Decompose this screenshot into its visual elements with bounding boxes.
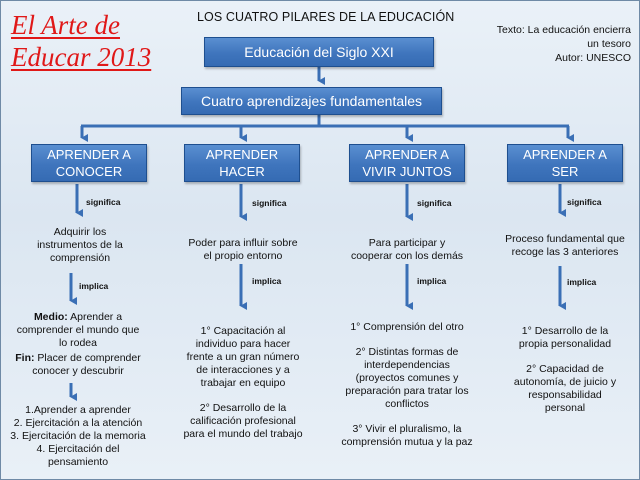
label-implica-3: implica xyxy=(417,276,447,286)
col4-implies-line: propia personalidad xyxy=(518,338,612,350)
col3-meaning xyxy=(337,237,477,263)
col1-list-item: pensamiento xyxy=(47,456,109,468)
top-box-educacion-siglo-xxi: Educación del Siglo XXI xyxy=(204,37,434,67)
pillar-3-line-2: VIVIR JUNTOS xyxy=(362,164,452,179)
col1-list-item: 4. Ejercitación del xyxy=(36,443,120,455)
pillar-1-line-1: APRENDER A xyxy=(47,147,131,162)
col3-implies-line: preparación para tratar los xyxy=(345,385,469,397)
col2-implies-spacer xyxy=(173,390,313,402)
col1-fin-label: Fin: xyxy=(15,352,35,364)
col1-list-item: 3. Ejercitación de la memoria xyxy=(10,430,146,442)
pillar-4-line-1: APRENDER A xyxy=(523,147,607,162)
col1-meaning xyxy=(9,226,151,265)
col3-implies-line: conflictos xyxy=(385,398,429,410)
col1-fin-text: Placer de comprender xyxy=(37,352,141,364)
mid-box-cuatro-aprendizajes: Cuatro aprendizajes fundamentales xyxy=(181,87,442,115)
col2-implies-line: para el mundo del trabajo xyxy=(183,428,303,440)
col3-implies-line: 1° Comprensión del otro xyxy=(350,321,464,333)
source-line-1: Texto: La educación encierra xyxy=(496,24,631,36)
col1-medio xyxy=(3,311,153,350)
col1-medio-label: Medio: xyxy=(33,311,68,323)
col3-implies-spacer xyxy=(335,411,479,423)
col2-implies-line: individuo para hacer xyxy=(195,338,291,350)
col2-implies-line: 1° Capacitación al xyxy=(200,325,286,337)
label-significa-4: significa xyxy=(567,197,602,207)
col1-list-item: 2. Ejercitación a la atención xyxy=(13,417,143,429)
col4-meaning-line: Proceso fundamental que xyxy=(505,233,625,245)
col4-implies-line: 1° Desarrollo de la xyxy=(521,325,609,337)
col4-implies-line: personal xyxy=(544,402,586,414)
col4-implies xyxy=(495,325,635,415)
col2-implies-line: trabajar en equipo xyxy=(200,377,286,389)
label-significa-3: significa xyxy=(417,198,452,208)
col1-medio-text: Aprender a xyxy=(70,311,123,323)
col4-meaning xyxy=(495,233,635,259)
col2-meaning xyxy=(173,237,313,263)
col2-implies-line: de interacciones y a xyxy=(196,364,290,376)
label-implica-4: implica xyxy=(567,277,597,287)
col2-implies-line: 2° Desarrollo de la xyxy=(199,402,287,414)
col2-meaning-line: el propio entorno xyxy=(203,250,283,262)
col3-implies-line: 2° Distintas formas de xyxy=(355,346,459,358)
diagram-title: LOS CUATRO PILARES DE LA EDUCACIÓN xyxy=(197,10,455,24)
pillar-aprender-a-ser xyxy=(507,144,623,182)
col2-implies-line: frente a un gran número xyxy=(186,351,300,363)
col1-meaning-line: instrumentos de la xyxy=(37,239,123,251)
col1-medio-line: lo rodea xyxy=(59,337,97,349)
label-implica-1: implica xyxy=(79,281,109,291)
col3-implies-line: interdependencias xyxy=(364,359,450,371)
col1-fin-line: conocer y descubrir xyxy=(32,365,124,377)
label-significa-2: significa xyxy=(252,198,287,208)
col1-meaning-line: Adquirir los xyxy=(53,226,107,238)
source-line-3: Autor: UNESCO xyxy=(555,52,631,64)
pillar-3-line-1: APRENDER A xyxy=(365,147,449,162)
label-significa-1: significa xyxy=(86,197,121,207)
col2-meaning-line: Poder para influir sobre xyxy=(188,237,298,249)
pillar-2-line-1: APRENDER xyxy=(205,147,279,162)
col3-implies-line: comprensión mutua y la paz xyxy=(341,436,473,448)
col4-implies-line: 2° Capacidad de xyxy=(526,363,604,375)
pillar-aprender-a-vivir-juntos xyxy=(349,144,465,182)
col1-meaning-line: comprensión xyxy=(49,252,111,264)
col4-implies-line: autonomía, de juicio y xyxy=(513,376,617,388)
logo-line-2: Educar 2013 xyxy=(11,42,152,72)
col1-fin xyxy=(3,352,153,378)
col3-implies-line: (proyectos comunes y xyxy=(355,372,459,384)
col2-implies-line: calificación profesional xyxy=(190,415,296,427)
pillar-aprender-hacer xyxy=(184,144,300,182)
label-implica-2: implica xyxy=(252,276,282,286)
col4-implies-spacer xyxy=(495,351,635,363)
pillar-2-line-2: HACER xyxy=(219,164,265,179)
pillar-aprender-a-conocer xyxy=(31,144,147,182)
col3-meaning-line: cooperar con los demás xyxy=(350,250,464,262)
col1-medio-line: comprender el mundo que xyxy=(16,324,140,336)
col3-implies-line: 3° Vivir el pluralismo, la xyxy=(352,423,462,435)
pillar-1-line-2: CONOCER xyxy=(55,164,123,179)
col2-implies xyxy=(173,325,313,441)
source-line-2: un tesoro xyxy=(587,38,631,50)
col1-list-item: 1.Aprender a aprender xyxy=(25,404,131,416)
col4-implies-line: responsabilidad xyxy=(528,389,602,401)
logo-line-1: El Arte de xyxy=(11,10,120,40)
col1-list xyxy=(3,404,153,469)
col3-implies xyxy=(335,321,479,449)
col3-implies-spacer xyxy=(335,334,479,346)
col4-meaning-line: recoge las 3 anteriores xyxy=(511,246,619,258)
pillar-4-line-2: SER xyxy=(551,164,579,179)
col3-meaning-line: Para participar y xyxy=(368,237,446,249)
